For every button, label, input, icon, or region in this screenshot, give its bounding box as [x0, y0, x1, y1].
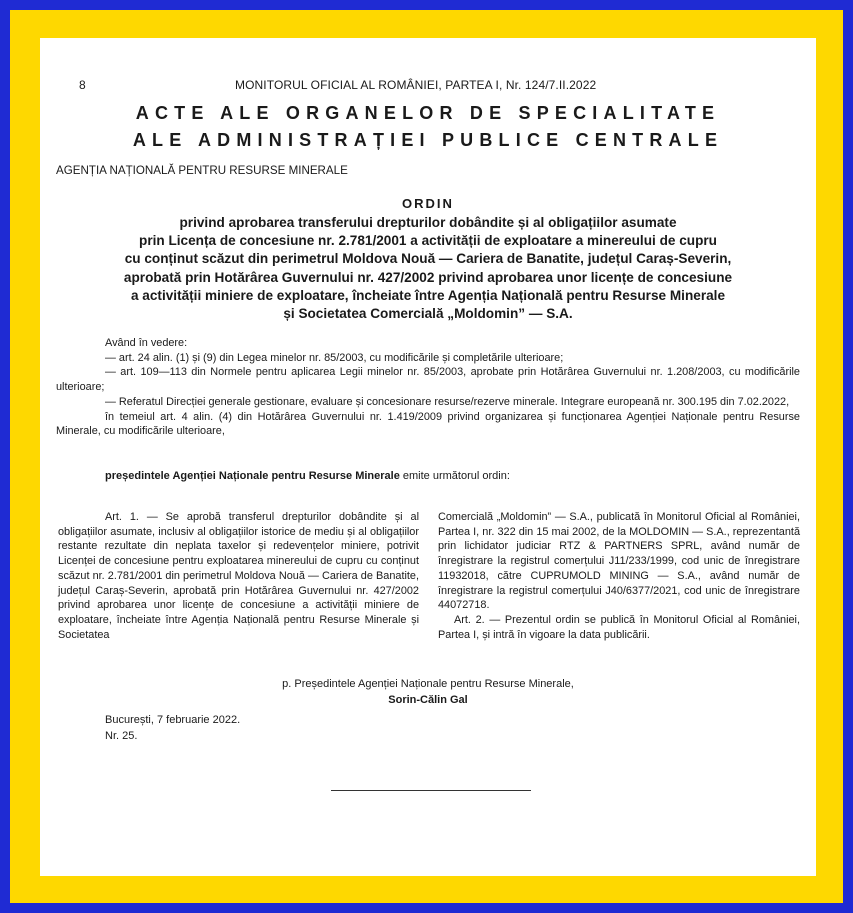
subject-line: aprobată prin Hotărârea Guvernului nr. 427/2002 privind aprobarea unor licențe de concesiune — [123, 269, 733, 285]
document-page — [40, 38, 816, 876]
section-title-line-2: ALE ADMINISTRAȚIEI PUBLICE CENTRALE — [132, 130, 724, 150]
left-column — [58, 510, 419, 642]
subject-line: și Societatea Comercială „Moldomin” — S.A. — [283, 306, 573, 322]
running-header: MONITORUL OFICIAL AL ROMÂNIEI, PARTEA I, Nr. 124/7.II.2022 — [235, 78, 597, 92]
preliminary-paragraph: — art. 24 alin. (1) și (9) din Legea minelor nr. 85/2003, cu modificările și completările ulterioare; — [105, 351, 564, 364]
preliminary-paragraph: în temeiul art. 4 alin. (4) din Hotărârea Guvernului nr. 1.419/2009 privind organizarea și funcționarea Agenției Naționale pentru Resurse Minerale, cu modificările ulterioare, — [56, 410, 800, 438]
section-title-line-1: ACTE ALE ORGANELOR DE SPECIALITATE — [135, 103, 721, 123]
signature-title: p. Președintele Agenției Naționale pentru Resurse Minerale, — [282, 678, 574, 690]
order-subject — [40, 214, 816, 323]
issuer-name: AGENȚIA NAȚIONALĂ PENTRU RESURSE MINERALE — [56, 164, 348, 177]
end-rule — [331, 790, 531, 791]
subject-line: prin Licența de concesiune nr. 2.781/2001 a activității de exploatare a minereului de cupru — [139, 233, 717, 249]
issuing-clause — [105, 470, 510, 482]
subject-line: a activității miniere de exploatare, încheiate între Agenția Națională pentru Resurse Minerale — [130, 287, 726, 303]
preliminary-paragraph: — Referatul Direcției generale gestionare, evaluare și concesionare resurse/rezerve minerale. Integrare europeană nr. 300.195 din 7.02.2022, — [105, 395, 790, 408]
issuing-authority: președintele Agenției Naționale pentru Resurse Minerale — [105, 470, 400, 482]
subject-line: cu conținut scăzut din perimetrul Moldova Nouă — Cariera de Banatite, județul Caraș-Severin, — [124, 251, 732, 267]
document-type: ORDIN — [402, 196, 454, 211]
preliminary-paragraph: Având în vedere: — [105, 337, 188, 349]
issuing-clause-rest: emite următorul ordin: — [399, 470, 510, 482]
preliminaries — [56, 336, 800, 439]
article-1-part-1: Art. 1. — Se aprobă transferul drepturilor dobândite și al obligațiilor asumate, inclusiv al obligațiilor istorice de mediu și al obligațiilor restante rezultate din neplata taxelor și redevențelor miniere, potrivit Licenței de concesiune pentru exploatarea minereului de cupru cu conținut scăzut nr. 2.781/2001 din perimetrul Moldova Nouă — Cariera de Banatite, județul Caraș-Severin, aprobată prin Hotărârea Guvernului nr. 427/2002 privind aprobarea unor licențe de concesiune a activității miniere de exploatare, încheiate între Agenția Națională pentru Resurse Minerale și Societatea — [58, 511, 419, 641]
page-number: 8 — [79, 78, 86, 92]
article-2: Art. 2. — Prezentul ordin se publică în Monitorul Oficial al României, Partea I, și intră în vigoare la data publicării. — [438, 613, 800, 641]
right-column — [438, 510, 800, 642]
place-and-number — [105, 712, 240, 744]
preliminary-paragraph: — art. 109—113 din Normele pentru aplicarea Legii minelor nr. 85/2003, aprobate prin Hotărârea Guvernului nr. 1.208/2003, cu modificările ulterioare; — [56, 366, 800, 394]
place-date: București, 7 februarie 2022. — [105, 714, 241, 726]
order-number: Nr. 25. — [105, 730, 138, 742]
signatory-name: Sorin-Călin Gal — [388, 694, 468, 706]
subject-line: privind aprobarea transferului drepturilor dobândite și al obligațiilor asumate — [179, 215, 677, 230]
article-1-part-2: Comercială „Moldomin” — S.A., publicată în Monitorul Oficial al României, Partea I, nr. 322 din 15 mai 2002, de la MOLDOMIN — S.A., reprezentantă prin lichidator judiciar RTZ & PARTNERS SPRL, având număr de înregistrare la registrul comerțului J11/233/1999, cod unic de înregistrare 11932018, către CUPRUMOLD MINING — S.A., având număr de înregistrare la registrul comerțului J40/6377/2021, cod unic de înregistrare 44072718. — [438, 511, 800, 612]
